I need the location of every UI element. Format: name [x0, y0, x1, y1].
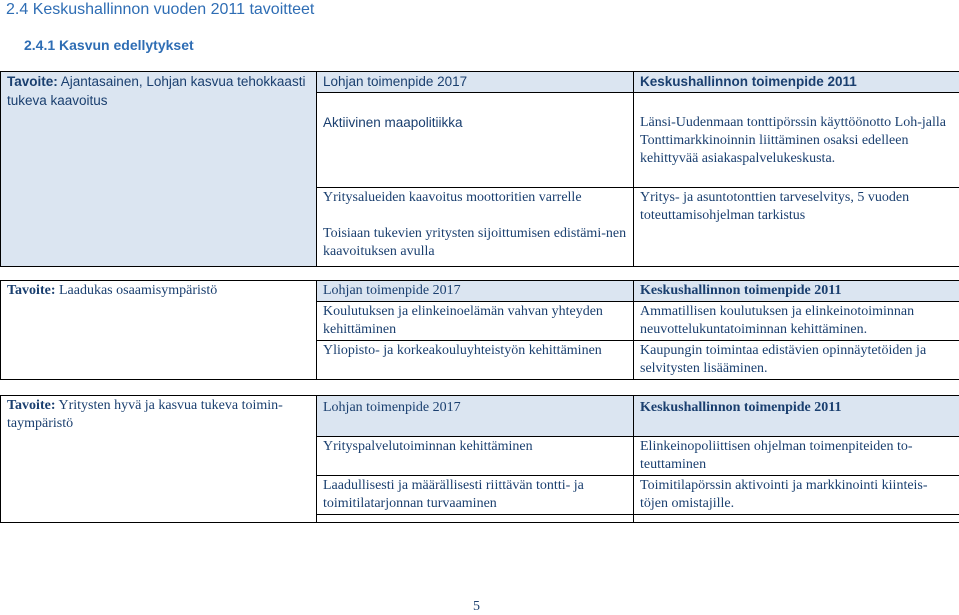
- lohja-header: Lohjan toimenpide 2017: [317, 72, 634, 93]
- table-header-row: [1, 72, 959, 93]
- table-cell: Aktiivinen maapolitiikka: [317, 113, 634, 188]
- table-cell: Yritys- ja asuntotonttien tarveselvitys, 5 vuoden toteuttamisohjelman tarkistus: [634, 187, 959, 266]
- empty-cell: [634, 515, 959, 523]
- lohja-header: Lohjan toimenpide 2017: [317, 281, 634, 302]
- goal-label: Tavoite:: [7, 283, 56, 298]
- goal-table-2: [0, 280, 959, 380]
- goal-table-3: [0, 395, 959, 523]
- table-cell: Yrityspalvelutoiminnan kehittäminen: [317, 437, 634, 476]
- goal-cell: [1, 72, 317, 267]
- table-cell: Yliopisto- ja korkeakouluyhteistyön kehittäminen: [317, 341, 634, 380]
- table-header-row: [1, 281, 959, 302]
- table-header-row: [1, 396, 959, 437]
- goal-cell: [1, 396, 317, 523]
- keskus-header: Keskushallinnon toimenpide 2011: [634, 281, 959, 302]
- goal-text: Laadukas osaamisympäristö: [55, 283, 218, 298]
- lohja-header: Lohjan toimenpide 2017: [317, 396, 634, 437]
- empty-cell: [317, 515, 634, 523]
- goal-cell: [1, 281, 317, 380]
- table-cell: Länsi-Uudenmaan tonttipörssin käyttöönotto Loh-jalla Tonttimarkkinoinnin liittäminen osaksi edelleen kehittyvää asiakaspalvelukeskusta.: [634, 113, 959, 188]
- subsection-heading: 2.4.1 Kasvun edellytykset: [24, 37, 194, 53]
- table-cell: Koulutuksen ja elinkeinoelämän vahvan yhteyden kehittäminen: [317, 302, 634, 341]
- table-cell: Laadullisesti ja määrällisesti riittävän tontti- ja toimitilatarjonnan turvaaminen: [317, 476, 634, 515]
- table-cell: [317, 187, 634, 266]
- goal-table-1: [0, 71, 959, 267]
- table-cell: Toimitilapörssin aktivointi ja markkinointi kiinteis-töjen omistajille.: [634, 476, 959, 515]
- table-cell: Elinkeinopoliittisen ohjelman toimenpiteiden to-teuttaminen: [634, 437, 959, 476]
- goal-text: Yritysten hyvä ja kasvua tukeva toimin-taympäristö: [7, 398, 283, 431]
- keskus-header: Keskushallinnon toimenpide 2011: [634, 72, 959, 93]
- goal-label: Tavoite:: [7, 74, 58, 89]
- keskus-header: Keskushallinnon toimenpide 2011: [634, 396, 959, 437]
- table-cell: Ammatillisen koulutuksen ja elinkeinotoiminnan neuvottelukuntatoiminnan kehittäminen.: [634, 302, 959, 341]
- empty-cell: [634, 93, 959, 113]
- measure-text: Toisiaan tukevien yritysten sijoittumisen edistämi-nen kaavoituksen avulla: [323, 225, 627, 259]
- page-number: 5: [473, 599, 480, 614]
- table-cell: Kaupungin toimintaa edistävien opinnäytetöiden ja selvitysten lisääminen.: [634, 341, 959, 380]
- measure-text: Yritysalueiden kaavoitus moottoritien varrelle: [323, 189, 582, 205]
- section-heading: 2.4 Keskushallinnon vuoden 2011 tavoitteet: [6, 1, 315, 18]
- goal-text: Ajantasainen, Lohjan kasvua tehokkaasti tukeva kaavoitus: [7, 74, 306, 108]
- goal-label: Tavoite:: [7, 398, 56, 413]
- empty-cell: [317, 93, 634, 113]
